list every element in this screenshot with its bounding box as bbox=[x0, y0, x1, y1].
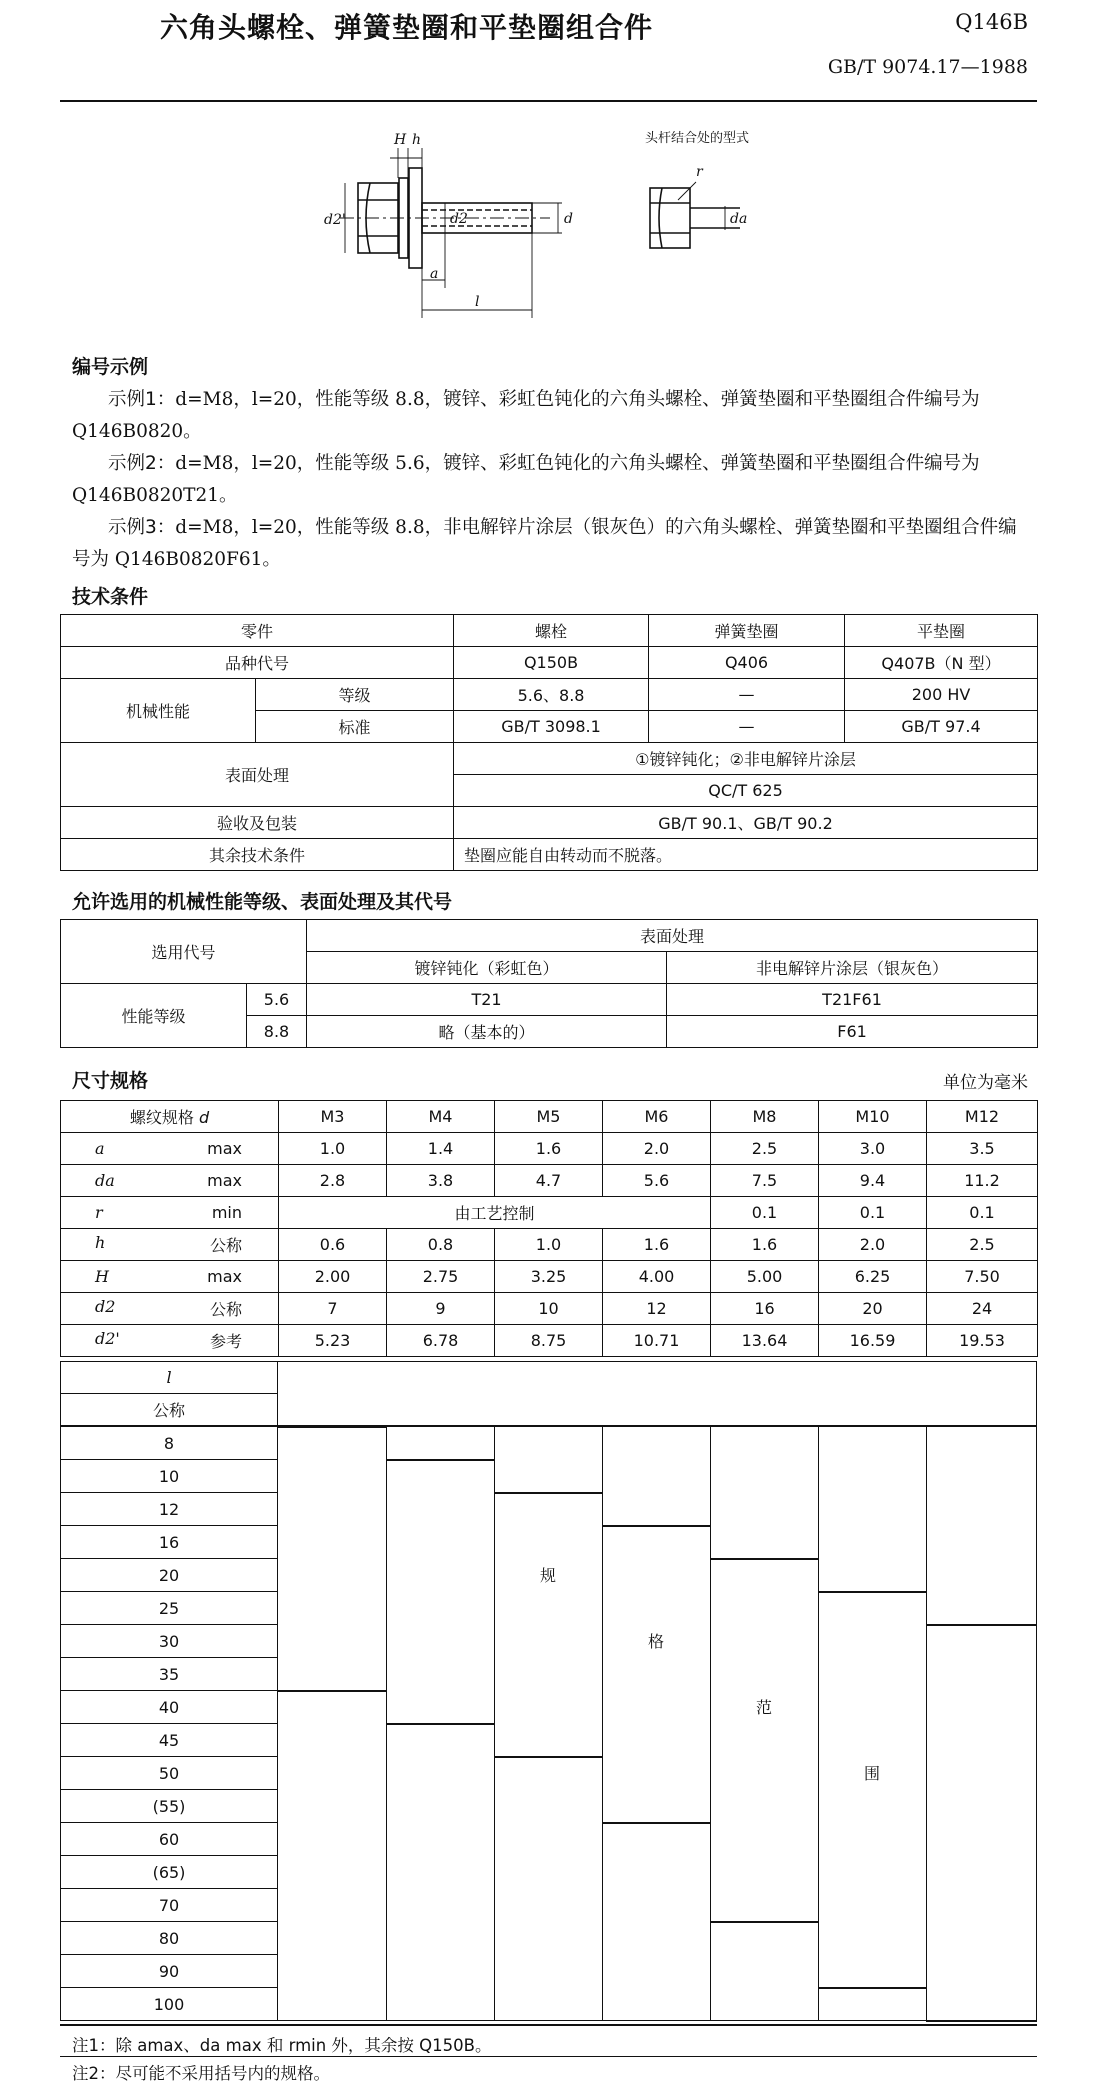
dims-heading: 尺寸规格 bbox=[72, 1070, 149, 1092]
length-value: 45 bbox=[60, 1723, 278, 1757]
dim-value: 13.64 bbox=[711, 1325, 819, 1357]
dim-value: 0.1 bbox=[711, 1197, 819, 1229]
th-zinc: 镀锌钝化（彩虹色） bbox=[307, 952, 667, 984]
dim-value: 11.2 bbox=[927, 1165, 1038, 1197]
row-other: 其余技术条件 bbox=[61, 839, 454, 871]
dim-value: 20 bbox=[819, 1293, 927, 1325]
dim-value: 19.53 bbox=[927, 1325, 1038, 1357]
label-d: d bbox=[564, 211, 573, 227]
th-thread: 螺纹规格 d bbox=[61, 1101, 279, 1133]
range-column-divider bbox=[926, 1426, 927, 2020]
dim-value: 1.0 bbox=[495, 1229, 603, 1261]
accept-value: GB/T 90.1、GB/T 90.2 bbox=[454, 807, 1038, 839]
dim-value: 3.25 bbox=[495, 1261, 603, 1293]
size-m10: M10 bbox=[819, 1101, 927, 1133]
surface-standard: QC/T 625 bbox=[454, 775, 1038, 807]
range-end-line bbox=[278, 1690, 386, 1692]
numbering-heading: 编号示例 bbox=[72, 356, 149, 378]
header-divider bbox=[60, 100, 1037, 102]
dim-label bbox=[61, 1133, 279, 1165]
dim-value: 2.00 bbox=[279, 1261, 387, 1293]
dim-row bbox=[61, 1197, 1038, 1229]
dim-label bbox=[61, 1197, 279, 1229]
other-value: 垫圈应能自由转动而不脱落。 bbox=[454, 839, 1038, 871]
dim-row bbox=[61, 1165, 1038, 1197]
dim-label bbox=[61, 1325, 279, 1357]
dim-value: 4.00 bbox=[603, 1261, 711, 1293]
dim-value: 1.6 bbox=[495, 1133, 603, 1165]
dim-value: 3.0 bbox=[819, 1133, 927, 1165]
tech-table bbox=[60, 614, 1038, 871]
th-flake: 非电解锌片涂层（银灰色） bbox=[667, 952, 1038, 984]
page-title: 六角头螺栓、弹簧垫圈和平垫圈组合件 bbox=[160, 11, 654, 44]
allowed-table bbox=[60, 919, 1038, 1048]
dim-value: 24 bbox=[927, 1293, 1038, 1325]
dim-value: 3.5 bbox=[927, 1133, 1038, 1165]
dim-value: 0.1 bbox=[927, 1197, 1038, 1229]
range-start-line bbox=[818, 1591, 926, 1593]
dim-value: 3.8 bbox=[387, 1165, 495, 1197]
standard-number: GB/T 9074.17—1988 bbox=[827, 56, 1028, 78]
dim-value: 2.5 bbox=[711, 1133, 819, 1165]
length-value: 30 bbox=[60, 1624, 278, 1658]
row-variety: 品种代号 bbox=[61, 647, 454, 679]
dim-symbol: H bbox=[95, 1267, 109, 1286]
bolt-drawing bbox=[300, 128, 820, 328]
range-char: 规 bbox=[539, 1566, 556, 1585]
l-label: l bbox=[60, 1361, 278, 1394]
length-value: 25 bbox=[60, 1591, 278, 1625]
dim-value: 2.8 bbox=[279, 1165, 387, 1197]
grade-8-8: 8.8 bbox=[247, 1016, 307, 1048]
dim-value: 9 bbox=[387, 1293, 495, 1325]
dim-row bbox=[61, 1261, 1038, 1293]
th-surface: 表面处理 bbox=[307, 920, 1038, 952]
length-value: 12 bbox=[60, 1492, 278, 1526]
range-start-line bbox=[710, 1558, 818, 1560]
range-start-line bbox=[494, 1492, 602, 1494]
variety-flat: Q407B（N 型） bbox=[845, 647, 1038, 679]
size-m8: M8 bbox=[711, 1101, 819, 1133]
length-value: 80 bbox=[60, 1921, 278, 1955]
std-bolt: GB/T 3098.1 bbox=[454, 711, 649, 743]
dim-value: 16.59 bbox=[819, 1325, 927, 1357]
row-perf-grade: 性能等级 bbox=[61, 984, 247, 1048]
label-d2: d2 bbox=[450, 211, 468, 227]
l-header-blank bbox=[277, 1361, 1037, 1426]
label-d2prime: d2' bbox=[324, 212, 346, 228]
dim-label bbox=[61, 1229, 279, 1261]
dim-qualifier: max bbox=[207, 1139, 242, 1158]
range-end-line bbox=[602, 1822, 710, 1824]
range-char: 围 bbox=[863, 1764, 880, 1783]
dim-value: 5.23 bbox=[279, 1325, 387, 1357]
range-column-divider bbox=[494, 1426, 495, 2020]
dim-value: 7 bbox=[279, 1293, 387, 1325]
dim-value: 7.50 bbox=[927, 1261, 1038, 1293]
th-spring: 弹簧垫圈 bbox=[649, 615, 845, 647]
dim-symbol: a bbox=[95, 1139, 105, 1158]
dim-qualifier: 公称 bbox=[209, 1236, 242, 1255]
dim-value: 9.4 bbox=[819, 1165, 927, 1197]
range-column-divider bbox=[710, 1426, 711, 2020]
dim-value: 16 bbox=[711, 1293, 819, 1325]
size-m5: M5 bbox=[495, 1101, 603, 1133]
dim-symbol: r bbox=[95, 1203, 103, 1222]
length-grid bbox=[60, 1361, 1037, 2024]
notes-box bbox=[60, 2024, 1037, 2087]
label-da: da bbox=[730, 211, 748, 227]
dim-value: 5.00 bbox=[711, 1261, 819, 1293]
dim-value: 10.71 bbox=[603, 1325, 711, 1357]
length-value: 70 bbox=[60, 1888, 278, 1922]
variety-bolt: Q150B bbox=[454, 647, 649, 679]
th-bolt: 螺栓 bbox=[454, 615, 649, 647]
tech-heading: 技术条件 bbox=[72, 586, 149, 608]
example-2: 示例2：d=M8，l=20，性能等级 5.6，镀锌、彩虹色钝化的六角头螺栓、弹簧垫圈和平垫圈组合件编号为 Q146B0820T21。 bbox=[72, 453, 980, 506]
unit-note: 单位为毫米 bbox=[943, 1073, 1028, 1093]
dim-symbol: h bbox=[95, 1233, 106, 1252]
length-value: 16 bbox=[60, 1525, 278, 1559]
allowed-heading: 允许选用的机械性能等级、表面处理及其代号 bbox=[72, 891, 453, 913]
range-start-line bbox=[386, 1459, 494, 1461]
dim-row bbox=[61, 1293, 1038, 1325]
length-value: 10 bbox=[60, 1459, 278, 1493]
length-value: 60 bbox=[60, 1822, 278, 1856]
th-flat: 平垫圈 bbox=[845, 615, 1038, 647]
figure-caption: 头杆结合处的型式 bbox=[645, 131, 750, 146]
th-thread-symbol: d bbox=[198, 1108, 210, 1127]
dim-qualifier: min bbox=[211, 1203, 242, 1222]
grade-5-6: 5.6 bbox=[247, 984, 307, 1016]
label-r: r bbox=[696, 164, 703, 180]
range-start-line bbox=[602, 1525, 710, 1527]
range-char: 范 bbox=[755, 1698, 772, 1717]
length-value: 100 bbox=[60, 1987, 278, 2021]
std-spring: — bbox=[649, 711, 845, 743]
range-column-divider bbox=[818, 1426, 819, 2020]
dim-label bbox=[61, 1261, 279, 1293]
th-part: 零件 bbox=[61, 615, 454, 647]
length-value: (55) bbox=[60, 1789, 278, 1823]
example-3: 示例3：d=M8，l=20，性能等级 8.8，非电解锌片涂层（银灰色）的六角头螺栓、弹簧垫圈和平垫圈组合件编号为 Q146B0820F61。 bbox=[72, 517, 1017, 570]
dim-value: 5.6 bbox=[603, 1165, 711, 1197]
dim-value: 0.8 bbox=[387, 1229, 495, 1261]
size-m3: M3 bbox=[279, 1101, 387, 1133]
dim-value: 6.25 bbox=[819, 1261, 927, 1293]
example-1: 示例1：d=M8，l=20，性能等级 8.8，镀锌、彩虹色钝化的六角头螺栓、弹簧垫圈和平垫圈组合件编号为 Q146B0820。 bbox=[72, 389, 980, 442]
label-a: a bbox=[430, 266, 439, 282]
length-value: 50 bbox=[60, 1756, 278, 1790]
variety-spring: Q406 bbox=[649, 647, 845, 679]
dim-symbol: d2' bbox=[95, 1329, 120, 1348]
dim-row bbox=[61, 1133, 1038, 1165]
range-char: 格 bbox=[647, 1632, 664, 1651]
dim-label bbox=[61, 1293, 279, 1325]
dim-qualifier: 公称 bbox=[209, 1300, 242, 1319]
dim-value: 12 bbox=[603, 1293, 711, 1325]
row-mech: 机械性能 bbox=[61, 679, 256, 743]
label-l: l bbox=[475, 294, 480, 310]
th-code: 选用代号 bbox=[61, 920, 307, 984]
code-8-8-flake: F61 bbox=[667, 1016, 1038, 1048]
dim-row bbox=[61, 1229, 1038, 1261]
grade-flat: 200 HV bbox=[845, 679, 1038, 711]
note-2: 注2：尽可能不采用括号内的规格。 bbox=[72, 2064, 330, 2083]
l-nominal-label: 公称 bbox=[60, 1393, 278, 1426]
dim-qualifier: 参考 bbox=[209, 1332, 242, 1351]
range-end-line bbox=[926, 2020, 1037, 2022]
length-value: 20 bbox=[60, 1558, 278, 1592]
size-m12: M12 bbox=[927, 1101, 1038, 1133]
grade-bolt: 5.6、8.8 bbox=[454, 679, 649, 711]
dim-symbol: d2 bbox=[95, 1297, 116, 1316]
dim-value: 4.7 bbox=[495, 1165, 603, 1197]
code-8-8-zinc: 略（基本的） bbox=[307, 1016, 667, 1048]
dim-label bbox=[61, 1165, 279, 1197]
note-divider bbox=[60, 2056, 1037, 2057]
length-value: 90 bbox=[60, 1954, 278, 1988]
range-end-line bbox=[818, 1987, 926, 1989]
dim-value: 8.75 bbox=[495, 1325, 603, 1357]
label-H: H bbox=[394, 132, 407, 148]
dim-value: 2.0 bbox=[819, 1229, 927, 1261]
dim-qualifier: max bbox=[207, 1171, 242, 1190]
code-5-6-zinc: T21 bbox=[307, 984, 667, 1016]
size-m6: M6 bbox=[603, 1101, 711, 1133]
range-end-line bbox=[710, 1921, 818, 1923]
dim-row bbox=[61, 1325, 1038, 1357]
dim-value: 10 bbox=[495, 1293, 603, 1325]
row-std: 标准 bbox=[256, 711, 454, 743]
dim-value: 0.6 bbox=[279, 1229, 387, 1261]
dim-value: 0.1 bbox=[819, 1197, 927, 1229]
dim-value: 1.0 bbox=[279, 1133, 387, 1165]
range-start-line bbox=[278, 1426, 386, 1428]
dim-value: 1.6 bbox=[711, 1229, 819, 1261]
dim-symbol: da bbox=[95, 1171, 115, 1190]
surface-methods: ①镀锌钝化；②非电解锌片涂层 bbox=[454, 743, 1038, 775]
length-value: 40 bbox=[60, 1690, 278, 1724]
dim-merged: 由工艺控制 bbox=[279, 1197, 711, 1229]
range-end-line bbox=[494, 1756, 602, 1758]
grade-spring: — bbox=[649, 679, 845, 711]
dim-value: 2.5 bbox=[927, 1229, 1038, 1261]
row-accept: 验收及包装 bbox=[61, 807, 454, 839]
size-m4: M4 bbox=[387, 1101, 495, 1133]
dim-value: 1.6 bbox=[603, 1229, 711, 1261]
range-end-line bbox=[386, 1723, 494, 1725]
length-value: (65) bbox=[60, 1855, 278, 1889]
range-column-divider bbox=[602, 1426, 603, 2020]
dims-table bbox=[60, 1100, 1038, 1357]
code-5-6-flake: T21F61 bbox=[667, 984, 1038, 1016]
dim-qualifier: max bbox=[207, 1267, 242, 1286]
dim-value: 6.78 bbox=[387, 1325, 495, 1357]
length-value: 8 bbox=[60, 1426, 278, 1460]
note-1: 注1：除 amax、da max 和 rmin 外，其余按 Q150B。 bbox=[72, 2036, 492, 2055]
dim-value: 1.4 bbox=[387, 1133, 495, 1165]
dim-value: 7.5 bbox=[711, 1165, 819, 1197]
dim-value: 2.0 bbox=[603, 1133, 711, 1165]
length-value: 35 bbox=[60, 1657, 278, 1691]
dim-value: 2.75 bbox=[387, 1261, 495, 1293]
range-start-line bbox=[926, 1624, 1037, 1626]
row-grade: 等级 bbox=[256, 679, 454, 711]
part-code: Q146B bbox=[955, 10, 1028, 34]
std-flat: GB/T 97.4 bbox=[845, 711, 1038, 743]
label-h: h bbox=[412, 132, 422, 148]
row-surface: 表面处理 bbox=[61, 743, 454, 807]
